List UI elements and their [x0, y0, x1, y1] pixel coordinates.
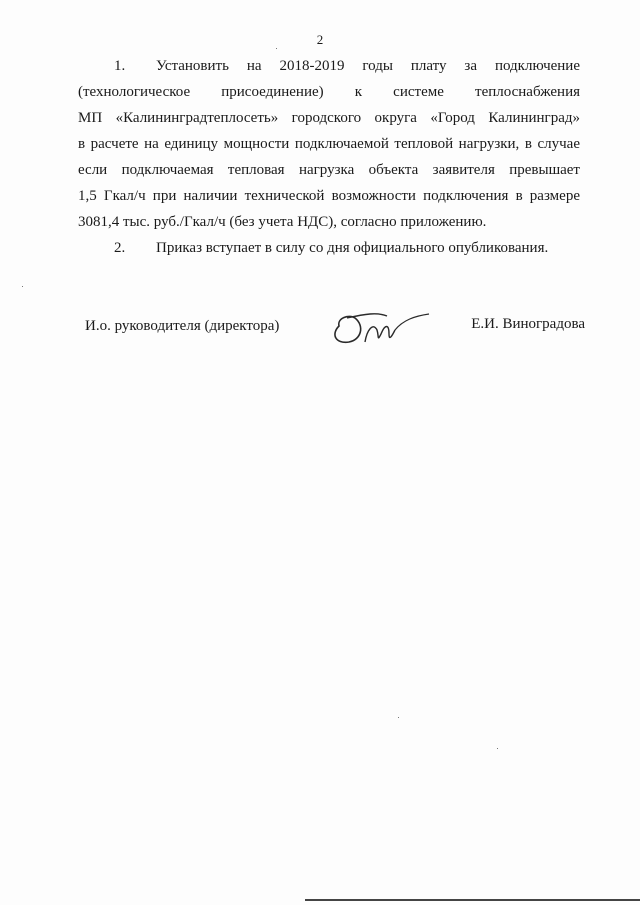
paragraph-line: 3081,4 тыс. руб./Гкал/ч (без учета НДС), согласно приложению.: [78, 214, 487, 230]
scan-speck: [497, 748, 498, 749]
handwritten-signature: [325, 304, 435, 348]
scan-speck: [276, 48, 277, 49]
paragraph-line: (технологическое присоединение) к системе теплоснабжения: [78, 84, 580, 100]
signature-block: [85, 310, 585, 350]
scan-edge: [305, 899, 640, 901]
document-body: [78, 53, 580, 261]
paragraph-line: если подключаемая тепловая нагрузка объекта заявителя превышает: [78, 162, 580, 178]
paragraph-line: МП «Калининградтеплосеть» городского округа «Город Калининград»: [78, 110, 580, 126]
scan-speck: [398, 717, 399, 718]
paragraph-line: 1,5 Гкал/ч при наличии технической возможности подключения в размере: [78, 188, 580, 204]
paragraph-line: 1. Установить на 2018-2019 годы плату за подключение: [78, 53, 580, 79]
paragraph-line: 2. Приказ вступает в силу со дня официального опубликования.: [78, 235, 580, 261]
paragraph-line: в расчете на единицу мощности подключаемой тепловой нагрузки, в случае: [78, 136, 580, 152]
list-item: [78, 53, 580, 235]
scan-speck: [22, 286, 23, 287]
signatory-name: Е.И. Виноградова: [471, 316, 585, 332]
item-number: 1.: [114, 58, 126, 74]
item-number: 2.: [114, 240, 126, 256]
list-item: [78, 235, 580, 261]
signatory-title: И.о. руководителя (директора): [85, 318, 280, 334]
page-number: 2: [316, 32, 324, 47]
